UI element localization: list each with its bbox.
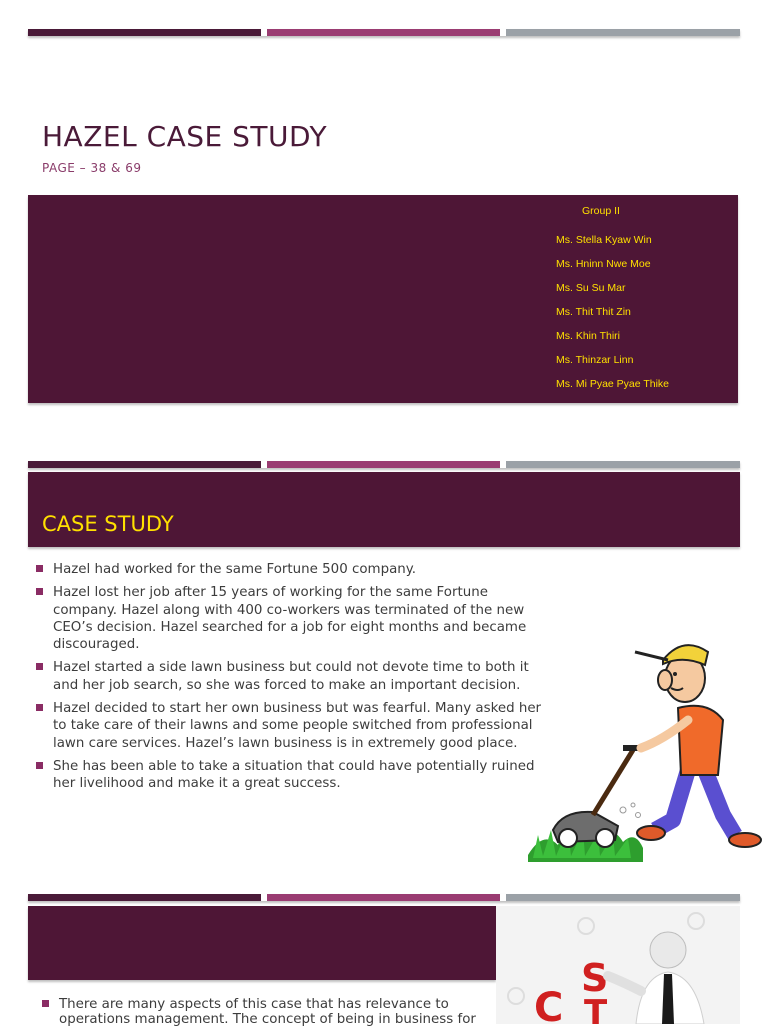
member-item: Ms. Thinzar Linn xyxy=(556,354,634,366)
bullet-square-icon xyxy=(36,704,43,711)
businessman-cost-illustration xyxy=(496,906,740,1024)
top-divider-bars xyxy=(28,29,740,36)
bullet-square-icon xyxy=(36,588,43,595)
case-study-bullets xyxy=(36,561,546,799)
slide3-band xyxy=(28,906,496,980)
case-study-title: CASE STUDY xyxy=(42,512,174,536)
bullet-item: Hazel lost her job after 15 years of working for the same Fortune company. Hazel along with 400 co-workers was terminated of the new CEO’s decision. Hazel searched for a job for eight months and became discouraged. xyxy=(36,584,546,653)
bullet-item: Hazel decided to start her own business but was fearful. Many asked her to take care of their lawns and some people switched from professional lawn care services. Hazel’s lawn business is in extremely good place. xyxy=(36,700,546,752)
bullet-item: She has been able to take a situation that could have potentially ruined her livelihood and make it a great success. xyxy=(36,758,546,793)
bullet-item: Hazel had worked for the same Fortune 500 company. xyxy=(36,561,546,578)
svg-text:C: C xyxy=(534,985,564,1024)
bullet-item: Hazel started a side lawn business but could not devote time to both it and her job search, so she was forced to make an important decision. xyxy=(36,659,546,694)
bullet-item: There are many aspects of this case that has relevance to operations management. The concept of being in business for xyxy=(42,997,487,1027)
member-item: Ms. Mi Pyae Pyae Thike xyxy=(556,378,670,390)
slide-title: HAZEL CASE STUDY xyxy=(42,120,328,153)
divider-bars-bottom xyxy=(28,894,740,901)
slide3-bullets xyxy=(42,997,487,1027)
group-label: Group II xyxy=(582,205,620,217)
divider-bars xyxy=(28,461,740,468)
member-item: Ms. Stella Kyaw Win xyxy=(556,234,652,246)
lawn-mower-man-illustration xyxy=(523,630,768,870)
bullet-square-icon xyxy=(36,565,43,572)
bullet-square-icon xyxy=(36,762,43,769)
bullet-square-icon xyxy=(42,1000,49,1007)
member-item: Ms. Su Su Mar xyxy=(556,282,626,294)
member-item: Ms. Khin Thiri xyxy=(556,330,620,342)
svg-text:T: T xyxy=(584,993,608,1024)
member-list xyxy=(556,233,669,401)
bullet-square-icon xyxy=(36,663,43,670)
member-item: Ms. Thit Thit Zin xyxy=(556,306,631,318)
slide-subtitle: PAGE – 38 & 69 xyxy=(42,161,142,175)
member-item: Ms. Hninn Nwe Moe xyxy=(556,258,651,270)
svg-text:S: S xyxy=(581,956,609,1000)
